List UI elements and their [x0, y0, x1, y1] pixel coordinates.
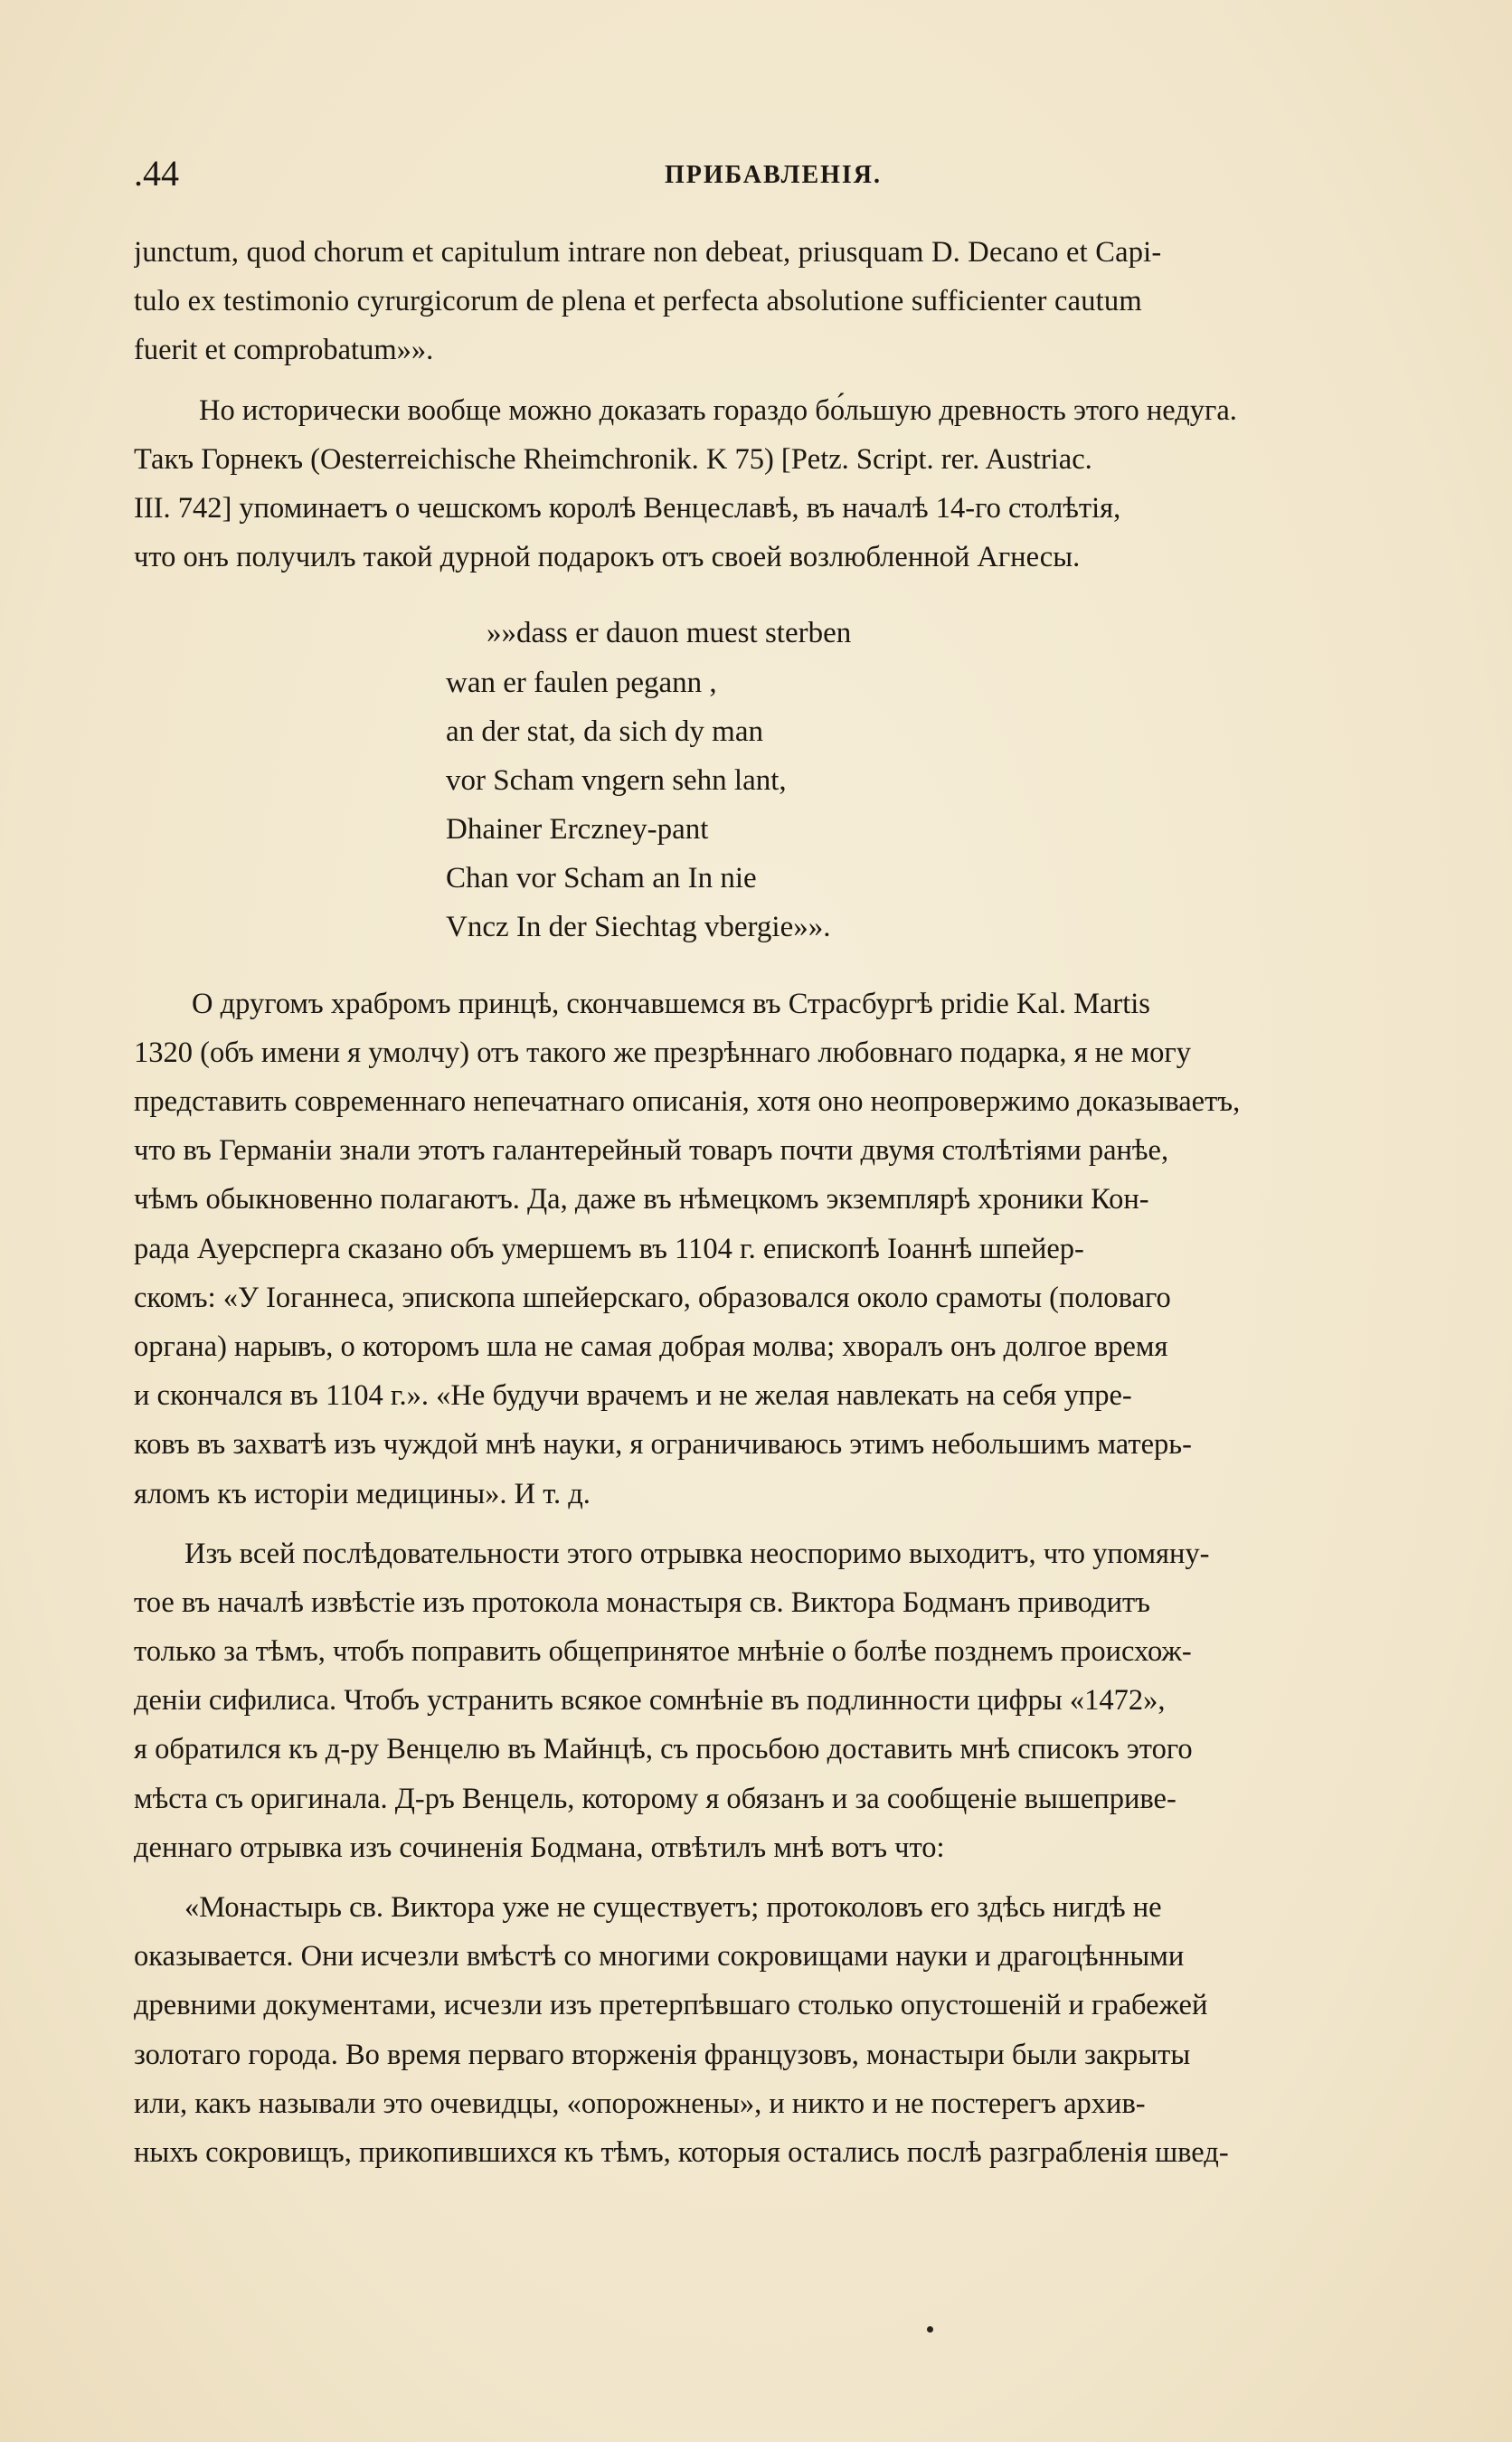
text-line: ковъ въ захватѣ изъ чуждой мнѣ науки, я ограничиваюсь этимъ небольшимъ матерь- — [134, 1428, 1192, 1462]
text-line: что онъ получилъ такой дурной подарокъ отъ своей возлюбленной Агнесы. — [134, 541, 1081, 574]
body-text — [134, 228, 1411, 2177]
verse-line: vor Scham vngern sehn lant, — [446, 763, 787, 797]
paragraph-historical-evidence — [134, 386, 1411, 582]
text-line: яломъ къ исторіи медицины». И т. д. — [134, 1477, 591, 1510]
verse-line: »»dass er dauon muest sterben — [487, 617, 852, 650]
verse-line: Dhainer Erczney-pant — [446, 813, 709, 847]
running-title: ПРИБАВЛЕНІЯ. — [664, 161, 883, 189]
text-line: скомъ: «У Іоганнеса, эпископа шпейерскаго, образовался около срамоты (половаго — [134, 1281, 1171, 1314]
text-line: fuerit et comprobatum»». — [134, 334, 434, 367]
text-line: представить современнаго непечатнаго описанія, хотя оно неопровержимо доказываетъ, — [134, 1085, 1241, 1118]
text-line: я обратился къ д-ру Венцелю въ Майнцѣ, съ просьбою доставить мнѣ списокъ этого — [134, 1733, 1193, 1766]
verse-quote — [134, 609, 1411, 951]
text-line: что въ Германіи знали этотъ галантерейный товаръ почти двумя столѣтіями ранѣе, — [134, 1134, 1169, 1168]
text-line: Такъ Горнекъ (Oesterreichische Rheimchronik. K 75) [Petz. Script. rer. Austriac. — [134, 442, 1092, 476]
text-line: органа) нарывъ, о которомъ шла не самая добрая молва; хворалъ онъ долгое время — [134, 1330, 1168, 1363]
text-line: золотаго города. Во время перваго вторженія французовъ, монастыри были закрыты — [134, 2038, 1191, 2071]
verse-line: wan er faulen pegann , — [446, 666, 717, 699]
text-line: древними документами, исчезли изъ претерпѣвшаго столько опустошеній и грабежей — [134, 1989, 1208, 2022]
text-line: Изъ всей послѣдовательности этого отрывка неоспоримо выходитъ, что упомяну- — [184, 1537, 1210, 1570]
text-line: чѣмъ обыкновенно полагаютъ. Да, даже въ нѣмецкомъ экземплярѣ хроники Кон- — [134, 1183, 1149, 1216]
text-line: О другомъ храбромъ принцѣ, скончавшемся въ Страсбургѣ pridie Kal. Martis — [192, 987, 1150, 1020]
paragraph-strasbourg-prince — [134, 980, 1411, 1519]
text-line: рада Ауерсперга сказано объ умершемъ въ 1104 г. епископѣ Іоаннѣ шпейер- — [134, 1232, 1084, 1265]
text-line: деннаго отрывка изъ сочиненія Бодмана, отвѣтилъ мнѣ вотъ что: — [134, 1831, 945, 1864]
text-line: деніи сифилиса. Чтобъ устранить всякое сомнѣніе въ подлинности цифры «1472», — [134, 1684, 1166, 1718]
running-head — [134, 152, 1413, 197]
text-line: оказывается. Они исчезли вмѣстѣ со многими сокровищами науки и драгоцѣнными — [134, 1940, 1185, 1973]
text-line: и скончался въ 1104 г.». «Не будучи врачемъ и не желая навлекать на себя упре- — [134, 1379, 1132, 1413]
paragraph-latin-quote-end — [134, 228, 1411, 375]
text-line: 1320 (объ имени я умолчу) отъ такого же презрѣннаго любовнаго подарка, я не могу — [134, 1036, 1191, 1069]
text-line: Но исторически вообще можно доказать гораздо бо́льшую древность этого недуга. — [199, 393, 1237, 427]
ink-dot — [927, 2326, 933, 2333]
paragraph-wenzel-reply — [134, 1883, 1411, 2177]
text-line: junctum, quod chorum et capitulum intrare non debeat, priusquam D. Decano et Capi- — [134, 236, 1162, 269]
text-line: ныхъ сокровищъ, прикопившихся къ тѣмъ, которыя остались послѣ разграбленія швед- — [134, 2135, 1229, 2169]
text-line: только за тѣмъ, чтобъ поправить общепринятое мнѣніе о болѣе позднемъ происхож- — [134, 1635, 1192, 1669]
verse-line: an der stat, da sich dy man — [446, 715, 763, 748]
text-line: или, какъ называли это очевидцы, «опорожнены», и никто и не постерегъ архив- — [134, 2087, 1146, 2120]
text-line: III. 742] упоминаетъ о чешскомъ королѣ Венцеславѣ, въ началѣ 14-го столѣтія, — [134, 491, 1121, 525]
verse-line: Chan vor Scham an In nie — [446, 862, 757, 895]
verse-line: Vncz In der Siechtag vbergie»». — [446, 911, 831, 944]
text-line: «Монастырь св. Виктора уже не существуетъ; протоколовъ его здѣсь нигдѣ не — [184, 1891, 1162, 1924]
page-number: .44 — [134, 153, 179, 194]
paragraph-bodmann-record — [134, 1529, 1411, 1872]
text-line: tulo ex testimonio cyrurgicorum de plena et perfecta absolutione sufficienter cautum — [134, 285, 1142, 318]
text-line: тое въ началѣ извѣстіе изъ протокола монастыря св. Виктора Бодманъ приводитъ — [134, 1585, 1150, 1619]
text-line: мѣста съ оригинала. Д-ръ Венцель, которому я обязанъ и за сообщеніе вышеприве- — [134, 1782, 1177, 1815]
